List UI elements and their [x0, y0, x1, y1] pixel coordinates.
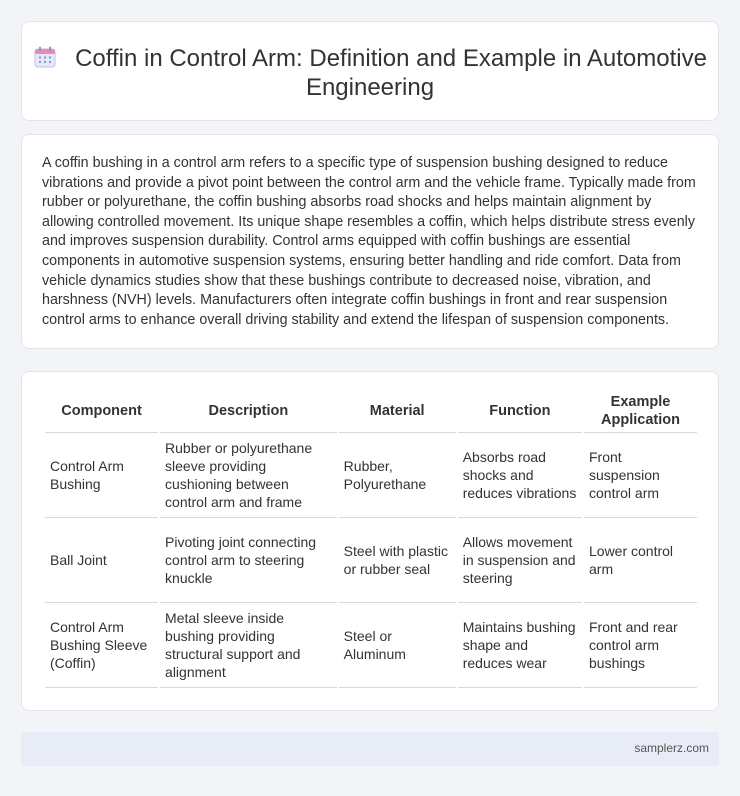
- cell-component: Ball Joint: [45, 518, 158, 603]
- header-function: Function: [458, 389, 582, 433]
- cell-component: Control Arm Bushing: [45, 433, 158, 518]
- footer-bar: [21, 732, 719, 766]
- page-title-wrap: [22, 44, 718, 102]
- page-title: Coffin in Control Arm: Definition and Example in Automotive Engineering: [75, 45, 707, 101]
- footer-site-link[interactable]: samplerz.com: [634, 741, 709, 755]
- cell-description: Rubber or polyurethane sleeve providing cushioning between control arm and frame: [160, 433, 337, 518]
- title-card: [21, 21, 719, 121]
- table-header-row: [45, 389, 697, 433]
- cell-description: Metal sleeve inside bushing providing structural support and alignment: [160, 603, 337, 688]
- header-material: Material: [339, 389, 456, 433]
- cell-material: Steel with plastic or rubber seal: [339, 518, 456, 603]
- cell-function: Absorbs road shocks and reduces vibrations: [458, 433, 582, 518]
- header-description: Description: [160, 389, 337, 433]
- header-component: Component: [45, 389, 158, 433]
- cell-component: Control Arm Bushing Sleeve (Coffin): [45, 603, 158, 688]
- intro-card: [21, 134, 719, 349]
- intro-paragraph: A coffin bushing in a control arm refers to a specific type of suspension bushing designed to reduce vibrations and provide a pivot point between the control arm and the vehicle frame. Typically made from rubber or polyurethane, the coffin bushing absorbs road shocks and helps maintain alignment by allowing controlled movement. Its unique shape resembles a coffin, which helps distribute stress evenly and improves suspension durability. Control arms equipped with coffin bushings are essential components in automotive suspension systems, ensuring better handling and ride comfort. Data from vehicle dynamics studies show that these bushings contribute to decreased noise, vibration, and harshness (NVH) levels. Manufacturers often integrate coffin bushings in front and rear suspension control arms to enhance overall driving stability and extend the lifespan of suspension components.: [42, 155, 696, 328]
- cell-example-application: Lower control arm: [584, 518, 697, 603]
- cell-function: Allows movement in suspension and steering: [458, 518, 582, 603]
- table-row: [45, 518, 697, 603]
- cell-function: Maintains bushing shape and reduces wear: [458, 603, 582, 688]
- calendar-icon: [33, 45, 57, 69]
- table-row: [45, 433, 697, 518]
- header-example-application: Example Application: [584, 389, 697, 433]
- cell-example-application: Front and rear control arm bushings: [584, 603, 697, 688]
- cell-description: Pivoting joint connecting control arm to steering knuckle: [160, 518, 337, 603]
- components-table: [43, 389, 699, 688]
- cell-example-application: Front suspension control arm: [584, 433, 697, 518]
- table-card: [21, 371, 719, 711]
- cell-material: Steel or Aluminum: [339, 603, 456, 688]
- table-row: [45, 603, 697, 688]
- cell-material: Rubber, Polyurethane: [339, 433, 456, 518]
